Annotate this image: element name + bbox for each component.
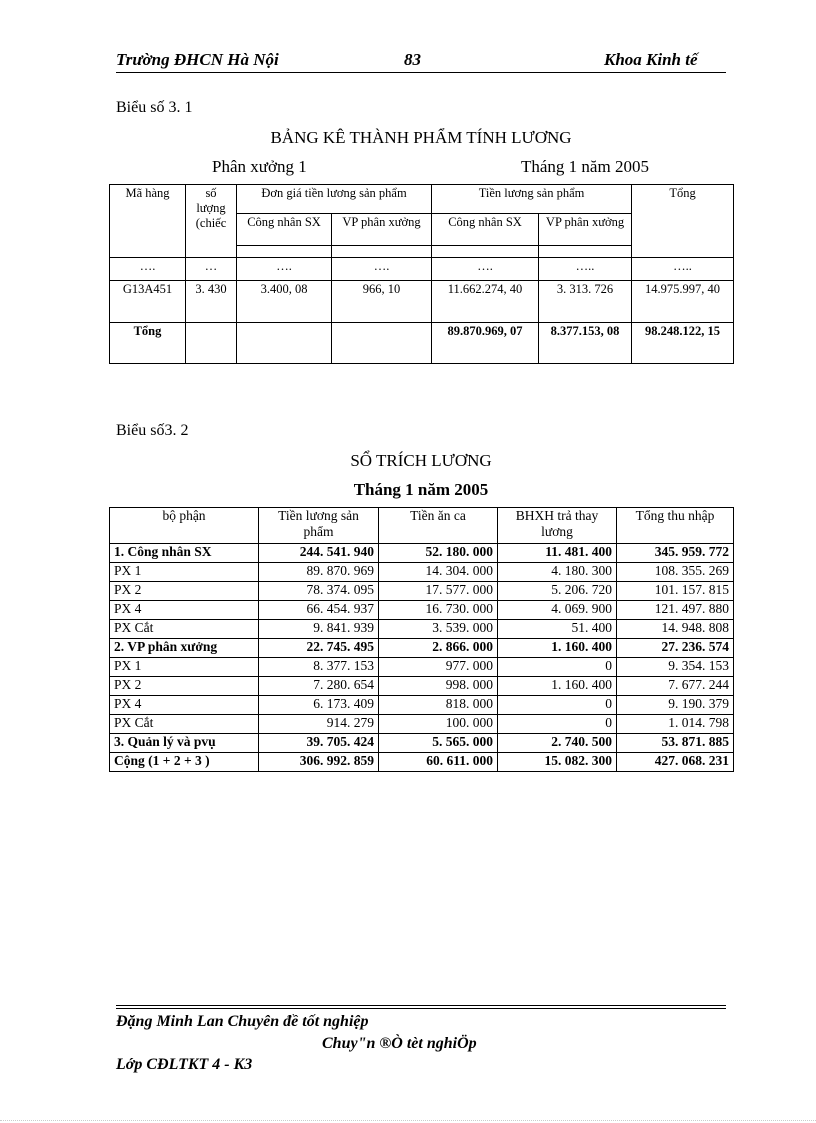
cell-luong-cn: 11.662.274, 40 bbox=[432, 281, 539, 323]
footer-divider bbox=[116, 1008, 726, 1009]
cell-value: 5. 206. 720 bbox=[498, 582, 617, 601]
footer-author: Đặng Minh Lan Chuyên đề tốt nghiệp bbox=[116, 1013, 369, 1030]
table-row bbox=[110, 677, 734, 696]
cell-value: 1. 160. 400 bbox=[498, 677, 617, 696]
table-row bbox=[110, 563, 734, 582]
cell-value: 914. 279 bbox=[259, 715, 379, 734]
cell-value: 14. 304. 000 bbox=[379, 563, 498, 582]
cell-value: 53. 871. 885 bbox=[617, 734, 734, 753]
cell-value: 9. 841. 939 bbox=[259, 620, 379, 639]
ellipsis-cell: …. bbox=[110, 258, 186, 281]
cell-value: 977. 000 bbox=[379, 658, 498, 677]
page-edge bbox=[0, 1120, 816, 1121]
cell-bo-phan: PX Cắt bbox=[110, 715, 259, 734]
cell-tong: 14.975.997, 40 bbox=[632, 281, 734, 323]
cell-value: 89. 870. 969 bbox=[259, 563, 379, 582]
table-row bbox=[110, 620, 734, 639]
table-row bbox=[110, 258, 734, 281]
ellipsis-cell: …. bbox=[432, 258, 539, 281]
col-header-cong-nhan: Công nhân SX bbox=[237, 214, 332, 246]
total-luong-vp: 8.377.153, 08 bbox=[539, 323, 632, 364]
cell-value: 8. 377. 153 bbox=[259, 658, 379, 677]
col-header-tien-an-ca: Tiền ăn ca bbox=[379, 508, 498, 544]
cell-value: 39. 705. 424 bbox=[259, 734, 379, 753]
col-header-tien-luong: Tiền lương sản phẩm bbox=[432, 185, 632, 214]
cell-value: 3. 539. 000 bbox=[379, 620, 498, 639]
cell-value: 66. 454. 937 bbox=[259, 601, 379, 620]
cell-value: 121. 497. 880 bbox=[617, 601, 734, 620]
cell-value: 11. 481. 400 bbox=[498, 544, 617, 563]
cell-value: 101. 157. 815 bbox=[617, 582, 734, 601]
ellipsis-cell: ….. bbox=[539, 258, 632, 281]
cell-value: 51. 400 bbox=[498, 620, 617, 639]
col-header-tong: Tổng bbox=[632, 185, 734, 258]
section1-title: BẢNG KÊ THÀNH PHẨM TÍNH LƯƠNG bbox=[270, 128, 572, 147]
cell-ma-hang: G13A451 bbox=[110, 281, 186, 323]
cell-value: 17. 577. 000 bbox=[379, 582, 498, 601]
cell-value: 1. 014. 798 bbox=[617, 715, 734, 734]
total-label: Tổng bbox=[110, 323, 186, 364]
table-row bbox=[110, 601, 734, 620]
cell-bo-phan: 3. Quản lý và pvụ bbox=[110, 734, 259, 753]
cell-value: 27. 236. 574 bbox=[617, 639, 734, 658]
col-header-cong-nhan: Công nhân SX bbox=[432, 214, 539, 246]
section2-title: SỔ TRÍCH LƯƠNG bbox=[350, 451, 492, 470]
col-header-vp: VP phân xưởng bbox=[332, 214, 432, 246]
header-faculty: Khoa Kinh tế bbox=[604, 50, 698, 69]
cell-value: 0 bbox=[498, 715, 617, 734]
cell-value: 16. 730. 000 bbox=[379, 601, 498, 620]
total-cell bbox=[186, 323, 237, 364]
cell-value: 2. 740. 500 bbox=[498, 734, 617, 753]
cell-value: 100. 000 bbox=[379, 715, 498, 734]
cell-value: 4. 069. 900 bbox=[498, 601, 617, 620]
cell-value: 5. 565. 000 bbox=[379, 734, 498, 753]
table-row bbox=[110, 544, 734, 563]
footer-class: Lớp CĐLTKT 4 - K3 bbox=[116, 1056, 253, 1073]
table-row bbox=[110, 753, 734, 772]
cell-value: 306. 992. 859 bbox=[259, 753, 379, 772]
section2-label: Biểu số3. 2 bbox=[116, 422, 189, 439]
total-tong: 98.248.122, 15 bbox=[632, 323, 734, 364]
cell-value: 998. 000 bbox=[379, 677, 498, 696]
total-cell bbox=[332, 323, 432, 364]
cell-value: 9. 354. 153 bbox=[617, 658, 734, 677]
section1-month: Tháng 1 năm 2005 bbox=[521, 157, 649, 176]
total-row bbox=[110, 323, 734, 364]
table-row bbox=[110, 734, 734, 753]
table-row bbox=[110, 281, 734, 323]
section1-label: Biểu số 3. 1 bbox=[116, 99, 193, 116]
col-header-bo-phan: bộ phận bbox=[110, 508, 259, 544]
table-row bbox=[110, 658, 734, 677]
section1-workshop: Phân xưởng 1 bbox=[212, 157, 307, 176]
ellipsis-cell: … bbox=[186, 258, 237, 281]
cell-value: 14. 948. 808 bbox=[617, 620, 734, 639]
section2-month: Tháng 1 năm 2005 bbox=[353, 480, 489, 499]
cell-don-gia-vp: 966, 10 bbox=[332, 281, 432, 323]
col-header-ma-hang: Mã hàng bbox=[110, 185, 186, 258]
col-header-don-gia: Đơn giá tiền lương sản phẩm bbox=[237, 185, 432, 214]
cell-bo-phan: PX 1 bbox=[110, 658, 259, 677]
ellipsis-cell: …. bbox=[332, 258, 432, 281]
cell-value: 2. 866. 000 bbox=[379, 639, 498, 658]
col-header-vp: VP phân xưởng bbox=[539, 214, 632, 246]
ellipsis-cell: ….. bbox=[632, 258, 734, 281]
cell-bo-phan: PX 2 bbox=[110, 677, 259, 696]
cell-value: 108. 355. 269 bbox=[617, 563, 734, 582]
cell-value: 345. 959. 772 bbox=[617, 544, 734, 563]
cell-bo-phan: 1. Công nhân SX bbox=[110, 544, 259, 563]
table-row bbox=[110, 715, 734, 734]
total-luong-cn: 89.870.969, 07 bbox=[432, 323, 539, 364]
cell-value: 244. 541. 940 bbox=[259, 544, 379, 563]
cell-bo-phan: 2. VP phân xưởng bbox=[110, 639, 259, 658]
cell-value: 9. 190. 379 bbox=[617, 696, 734, 715]
table-row bbox=[110, 696, 734, 715]
cell-value: 0 bbox=[498, 658, 617, 677]
cell-value: 4. 180. 300 bbox=[498, 563, 617, 582]
cell-bo-phan: PX 4 bbox=[110, 601, 259, 620]
header-school: Trường ĐHCN Hà Nội bbox=[116, 50, 279, 69]
cell-bo-phan: PX 4 bbox=[110, 696, 259, 715]
table-row bbox=[110, 582, 734, 601]
cell-value: 7. 280. 654 bbox=[259, 677, 379, 696]
cell-value: 78. 374. 095 bbox=[259, 582, 379, 601]
cell-so-luong: 3. 430 bbox=[186, 281, 237, 323]
cell-value: 7. 677. 244 bbox=[617, 677, 734, 696]
cell-bo-phan: PX Cắt bbox=[110, 620, 259, 639]
col-header-so-luong: số lượng (chiếc bbox=[186, 185, 237, 258]
total-cell bbox=[237, 323, 332, 364]
cell-value: 427. 068. 231 bbox=[617, 753, 734, 772]
page-number: 83 bbox=[404, 50, 421, 69]
footer-divider bbox=[116, 1005, 726, 1006]
cell-luong-vp: 3. 313. 726 bbox=[539, 281, 632, 323]
cell-bo-phan: Cộng (1 + 2 + 3 ) bbox=[110, 753, 259, 772]
payroll-table bbox=[109, 507, 734, 772]
cell-value: 818. 000 bbox=[379, 696, 498, 715]
cell-bo-phan: PX 2 bbox=[110, 582, 259, 601]
header-divider bbox=[116, 72, 726, 73]
cell-value: 6. 173. 409 bbox=[259, 696, 379, 715]
product-wage-table bbox=[109, 184, 734, 364]
col-header-tien-luong-sp: Tiền lương sản phẩm bbox=[259, 508, 379, 544]
cell-value: 52. 180. 000 bbox=[379, 544, 498, 563]
ellipsis-cell: …. bbox=[237, 258, 332, 281]
cell-value: 60. 611. 000 bbox=[379, 753, 498, 772]
cell-value: 22. 745. 495 bbox=[259, 639, 379, 658]
cell-value: 0 bbox=[498, 696, 617, 715]
col-header-bhxh: BHXH trả thay lương bbox=[498, 508, 617, 544]
cell-bo-phan: PX 1 bbox=[110, 563, 259, 582]
cell-value: 1. 160. 400 bbox=[498, 639, 617, 658]
col-header-tong-thu-nhap: Tổng thu nhập bbox=[617, 508, 734, 544]
cell-don-gia-cn: 3.400, 08 bbox=[237, 281, 332, 323]
cell-value: 15. 082. 300 bbox=[498, 753, 617, 772]
footer-garbled: Chuy"n ®Ò tèt nghiÖp bbox=[322, 1035, 477, 1052]
table-row bbox=[110, 639, 734, 658]
